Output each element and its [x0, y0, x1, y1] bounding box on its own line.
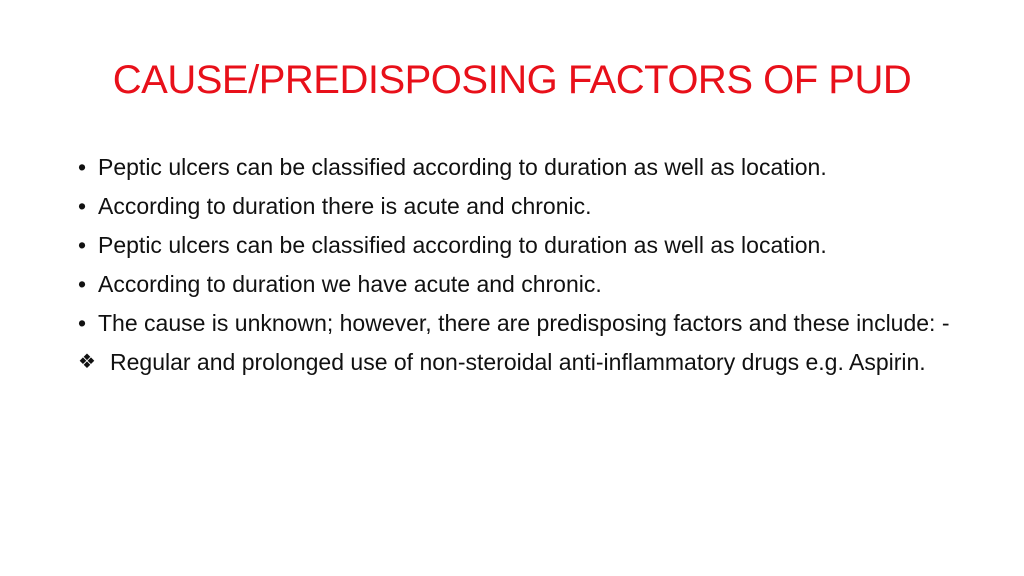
bullet-text: According to duration there is acute and chronic. [98, 193, 592, 219]
sub-bullet-item [78, 348, 954, 377]
bullet-icon: • [78, 271, 87, 297]
bullet-text: Peptic ulcers can be classified according to duration as well as location. [98, 154, 827, 180]
bullet-icon: • [78, 310, 87, 336]
bullet-item [74, 270, 954, 299]
bullet-text: The cause is unknown; however, there are predisposing factors and these include: - [98, 310, 950, 336]
bullet-icon: • [78, 154, 87, 180]
bullet-item [74, 192, 954, 221]
bullet-icon: • [78, 193, 87, 219]
bullet-item [74, 231, 954, 260]
bullet-icon: • [78, 232, 87, 258]
bullet-text: Regular and prolonged use of non-steroidal anti-inflammatory drugs e.g. Aspirin. [110, 349, 926, 375]
bullet-item [74, 309, 954, 338]
slide-title: CAUSE/PREDISPOSING FACTORS OF PUD [112, 58, 912, 102]
bullet-text: According to duration we have acute and chronic. [98, 271, 602, 297]
bullet-list [74, 153, 954, 387]
bullet-text: Peptic ulcers can be classified according to duration as well as location. [98, 232, 827, 258]
bullet-item [74, 153, 954, 182]
diamond-bullet-icon: ❖ [78, 351, 96, 373]
